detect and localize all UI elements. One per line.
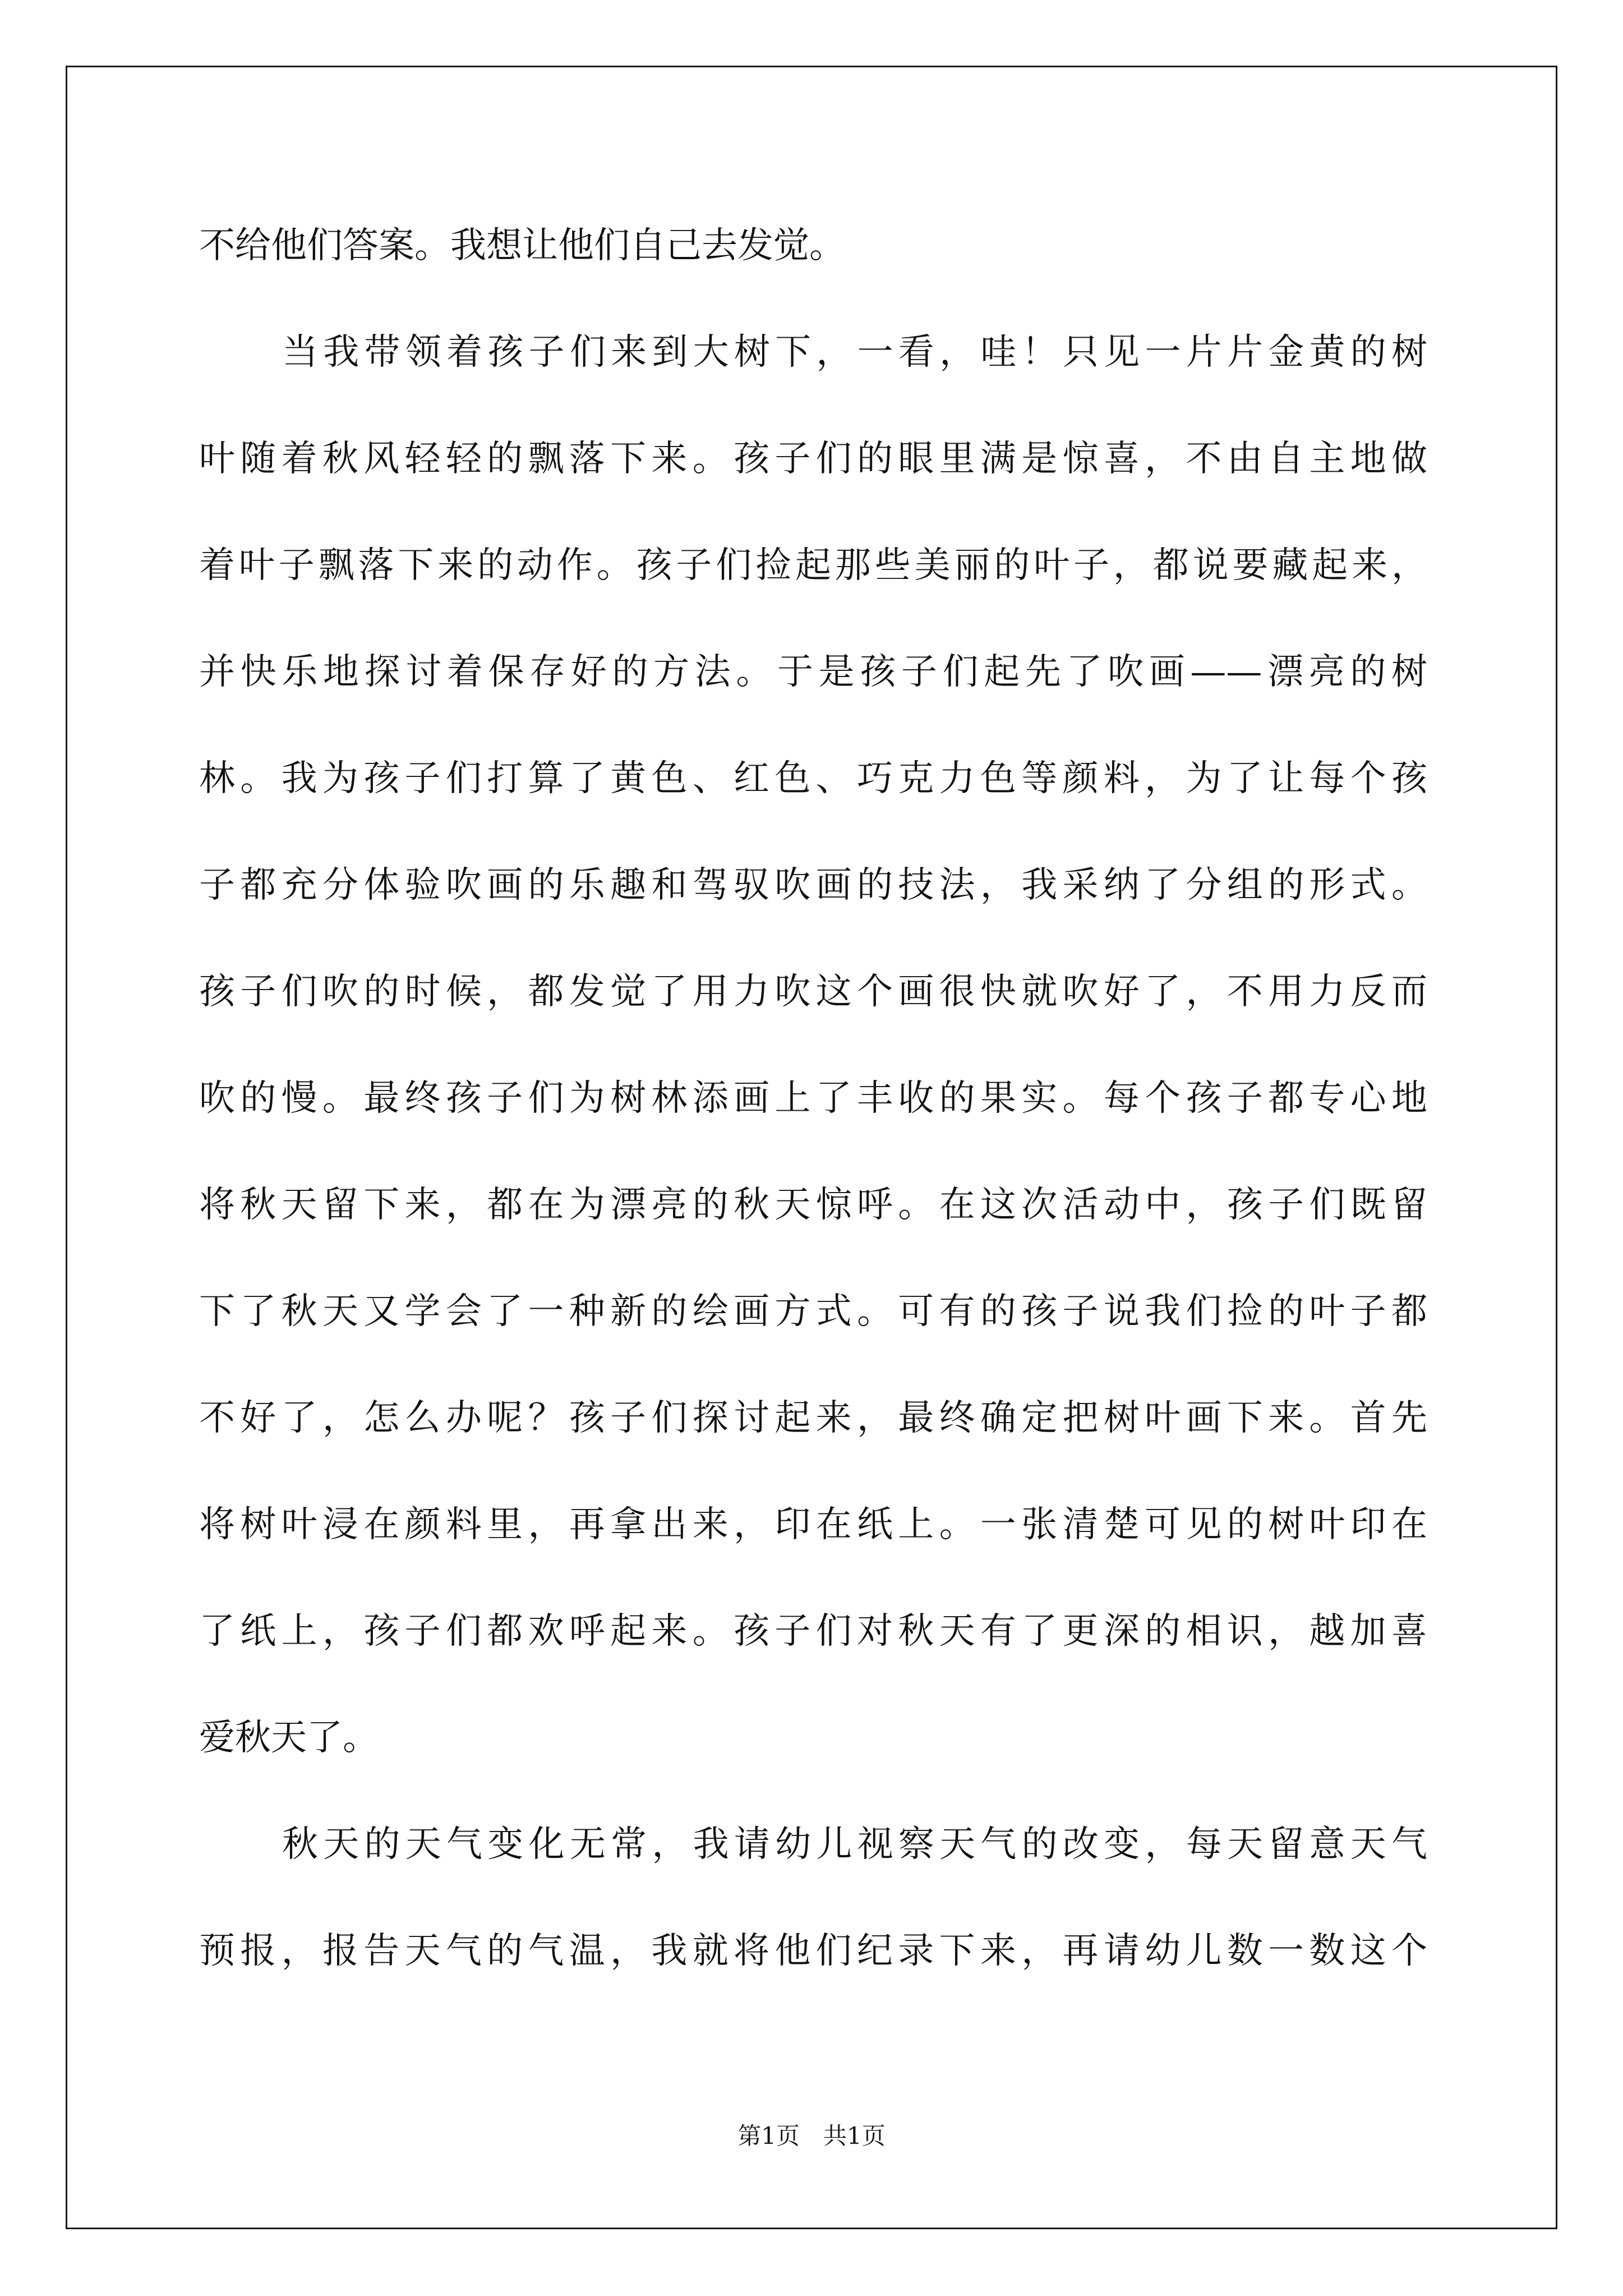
text-line: 将秋天留下来，都在为漂亮的秋天惊呼。在这次活动中，孩子们既留	[199, 1184, 1427, 1226]
text-line: 并快乐地探讨着保存好的方法。于是孩子们起先了吹画——漂亮的树	[199, 651, 1427, 693]
text-line: 孩子们吹的时候，都发觉了用力吹这个画很快就吹好了，不用力反而	[199, 971, 1427, 1013]
text-line: 子都充分体验吹画的乐趣和驾驭吹画的技法，我采纳了分组的形式。	[199, 864, 1427, 906]
text-line: 下了秋天又学会了一种新的绘画方式。可有的孩子说我们捡的叶子都	[199, 1291, 1427, 1332]
text-line: 将树叶浸在颜料里，再拿出来，印在纸上。一张清楚可见的树叶印在	[199, 1504, 1427, 1545]
text-line: 叶随着秋风轻轻的飘落下来。孩子们的眼里满是惊喜，不由自主地做	[199, 438, 1427, 480]
text-line: 不好了，怎么办呢？孩子们探讨起来，最终确定把树叶画下来。首先	[199, 1397, 1427, 1439]
text-line: 林。我为孩子们打算了黄色、红色、巧克力色等颜料，为了让每个孩	[199, 758, 1427, 799]
text-line: 不给他们答案。我想让他们自己去发觉。	[199, 225, 845, 266]
text-line: 当我带领着孩子们来到大树下，一看，哇！只见一片片金黄的树	[282, 332, 1427, 373]
text-line: 秋天的天气变化无常，我请幼儿视察天气的改变，每天留意天气	[282, 1824, 1427, 1865]
page-number-footer: 第1页 共1页	[737, 2122, 886, 2150]
text-line: 着叶子飘落下来的动作。孩子们捡起那些美丽的叶子，都说要藏起来，	[199, 545, 1427, 586]
text-line: 了纸上，孩子们都欢呼起来。孩子们对秋天有了更深的相识，越加喜	[199, 1611, 1427, 1652]
document-body	[199, 208, 1427, 2019]
text-line: 爱秋天了。	[199, 1717, 379, 1759]
text-line: 预报，报告天气的气温，我就将他们纪录下来，再请幼儿数一数这个	[199, 1930, 1427, 1972]
text-line: 吹的慢。最终孩子们为树林添画上了丰收的果实。每个孩子都专心地	[199, 1078, 1427, 1119]
